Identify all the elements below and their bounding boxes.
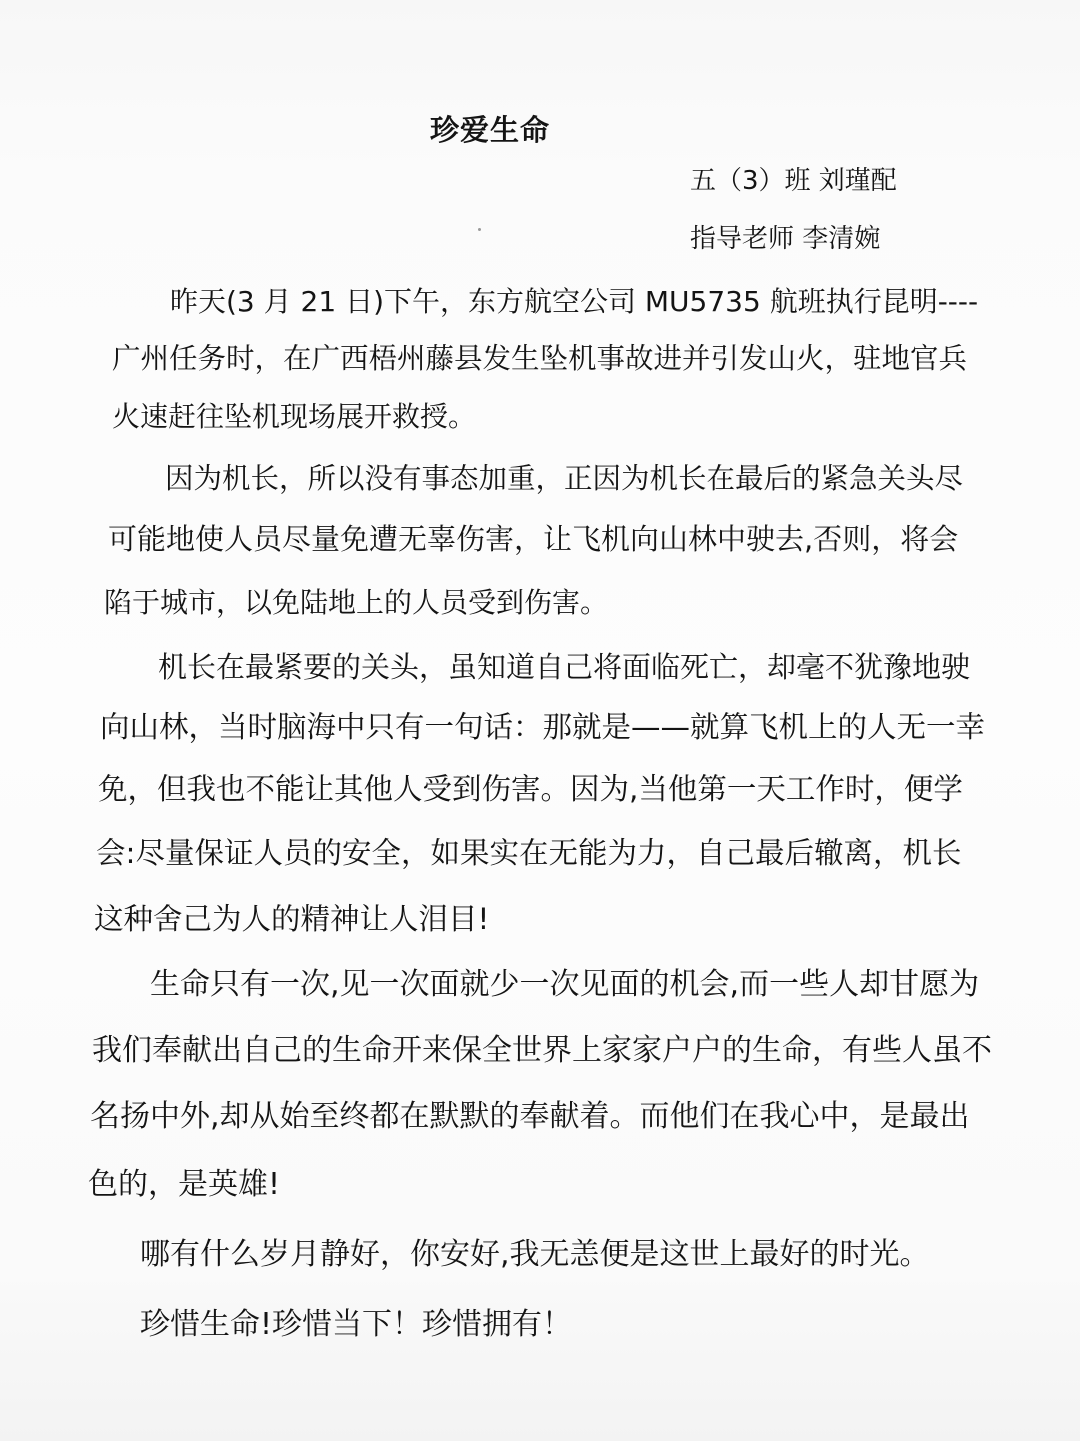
paragraph-line: 向山林，当时脑海中只有一句话：那就是——就算飞机上的人无一幸: [100, 710, 986, 744]
paragraph-line: 哪有什么岁月静好，你安好,我无恙便是这世上最好的时光。: [140, 1237, 930, 1272]
paragraph-line: 珍惜生命!珍惜当下！珍惜拥有！: [140, 1307, 573, 1342]
paragraph-line: 昨天(3 月 21 日)下午，东方航空公司 MU5735 航班执行昆明----: [170, 285, 979, 318]
paragraph-line: 机长在最紧要的关头，虽知道自己将面临死亡，却毫不犹豫地驶: [158, 650, 971, 684]
paper-speck: [478, 228, 481, 231]
teacher-line: 指导老师 李清婉: [690, 224, 881, 254]
paragraph-line: 火速赶往坠机现场展开救授。: [112, 400, 477, 433]
paragraph-line: 可能地使人员尽量免遭无辜伤害，让飞机向山林中驶去,否则，将会: [108, 522, 959, 556]
class-and-author: 五（3）班 刘瑾配: [690, 166, 897, 196]
paragraph-line: 会:尽量保证人员的安全，如果实在无能为力，自己最后辙离，机长: [96, 836, 962, 870]
paragraph-line: 这种舍己为人的精神让人泪目!: [94, 902, 490, 936]
paragraph-line: 生命只有一次,见一次面就少一次见面的机会,而一些人却甘愿为: [150, 967, 980, 1002]
paragraph-line: 陷于城市，以免陆地上的人员受到伤害。: [104, 586, 609, 619]
paragraph-line: 广州任务时，在广西梧州藤县发生坠机事故进并引发山火，驻地官兵: [112, 342, 968, 375]
paragraph-line: 我们奉献出自己的生命开来保全世界上家家户户的生命，有些人虽不: [92, 1033, 992, 1068]
paragraph-line: 免，但我也不能让其他人受到伤害。因为,当他第一天工作时，便学: [98, 772, 963, 806]
paragraph-line: 因为机长，所以没有事态加重，正因为机长在最后的紧急关头尽: [165, 462, 964, 495]
paragraph-line: 名扬中外,却从始至终都在默默的奉献着。而他们在我心中，是最出: [90, 1099, 970, 1134]
paragraph-line: 色的，是英雄!: [88, 1167, 281, 1202]
essay-title: 珍爱生命: [429, 113, 550, 147]
